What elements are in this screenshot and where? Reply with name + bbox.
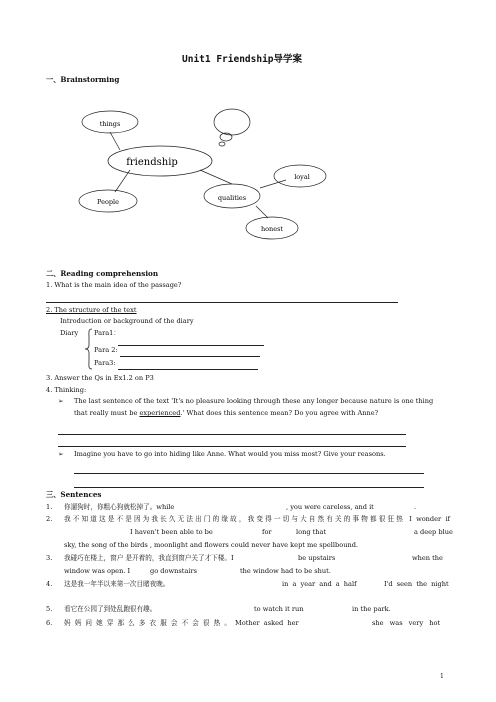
sentence-3-line2a: window was open. I	[64, 567, 131, 575]
arrow-bullet-icon: ➢	[58, 397, 64, 405]
sentence-3-line2c: the window had to be shut.	[240, 567, 331, 575]
friendship-label: friendship	[126, 157, 178, 168]
diary-label: Diary	[60, 329, 79, 337]
thinking-q1-underlined-word: experienced	[139, 409, 181, 417]
sentence-2-part4: a deep blue	[414, 528, 453, 536]
thinking-q1-post: .' What does this sentence mean? Do you agree with Anne?	[180, 409, 379, 417]
sentence-2-part3: long that	[296, 528, 327, 536]
loyal-label: loyal	[294, 173, 310, 181]
thinking-question-2: Imagine you have to go into hiding like Anne. What would you miss most? Give your reasons.	[74, 450, 386, 458]
thought-bubble-small	[219, 142, 225, 146]
sentence-3-number: 3.	[46, 554, 53, 562]
arrow-bullet-icon: ➢	[58, 450, 64, 458]
section-heading-brainstorming: 一、Brainstorming	[46, 75, 120, 84]
sentence-4-number: 4.	[46, 580, 53, 588]
question-1: 1. What is the main idea of the passage?	[46, 281, 182, 289]
answer-line-q1[interactable]	[46, 302, 398, 303]
sentence-3-line2b: go downstairs	[150, 567, 197, 575]
sentence-1-part2: , you were careless, and it	[286, 503, 374, 511]
section-heading-sentences: 三、Sentences	[46, 490, 102, 499]
qualities-label: qualities	[217, 194, 247, 202]
sentence-4-chinese: 这是我一年半以来第一次目睹夜晚。	[64, 580, 170, 588]
thinking-q1-pre: that really must be	[74, 409, 140, 417]
sentence-5-part3: in the park.	[352, 605, 391, 613]
brainstorm-mind-map	[60, 100, 330, 242]
sentence-5-number: 5.	[46, 605, 53, 613]
answer-line-para3[interactable]	[118, 369, 258, 370]
para1-label: Para1：	[94, 329, 120, 337]
sentence-1-end: .	[414, 503, 417, 511]
para2-label: Para 2:	[94, 346, 118, 354]
sentence-2-part1: I haven't been able to be	[130, 528, 213, 536]
sentence-2-number: 2.	[46, 515, 53, 523]
curly-brace-icon	[84, 328, 94, 370]
people-label: People	[97, 198, 119, 206]
page-title: Unit1 Friendship导学案	[182, 54, 303, 65]
sentence-2-line1: 我不知道这是不是因为我长久无法出门的缘故，我变得一切与大自然有关的事物都很狂热 I wonder if	[64, 515, 450, 523]
sentence-3-part3: when the	[412, 554, 443, 562]
sentence-4-part2: in a year and a half	[282, 580, 357, 588]
things-label: things	[99, 120, 121, 128]
question-2: 2. The structure of the text	[46, 306, 137, 314]
connector-qualities	[200, 170, 232, 184]
sentence-3-part2: be upstairs	[298, 554, 336, 562]
answer-line-think1-a[interactable]	[58, 434, 406, 435]
question-4: 4. Thinking:	[46, 386, 87, 394]
connector-people	[115, 170, 130, 192]
para3-label: Para3:	[94, 359, 116, 367]
sentence-4-part3: I'd seen the night	[384, 580, 449, 588]
sentence-6-part1: 妈 妈 问 她 穿 那 么 多 衣 服 会 不 会 很 热 。 Mother asked her	[64, 619, 299, 627]
question-3: 3. Answer the Qs in Ex1.2 on P3	[46, 374, 154, 382]
sentence-3-chinese: 我碰巧在楼上，窗户 是开着的，我直到窗户关了才下楼。I	[64, 554, 234, 562]
sentence-2-line3: sky, the song of the birds , moonlight and flowers could never have kept me spellbound.	[64, 541, 359, 549]
honest-label: honest	[260, 225, 284, 233]
sentence-6-part2: she was very hot	[372, 619, 441, 627]
connector-honest	[256, 206, 268, 218]
answer-line-think2-a[interactable]	[74, 473, 424, 474]
thinking-question-1-line1: The last sentence of the text 'It's no pleasure looking through these any longer because nature is one thing	[74, 397, 434, 405]
text-intro: Introduction or background of the diary	[60, 317, 194, 325]
sentence-5-chinese: 看它在公园了到处乱跑很有趣。	[64, 605, 157, 613]
page-number: 1	[440, 673, 444, 680]
answer-line-para2[interactable]	[120, 356, 260, 357]
answer-line-think2-b[interactable]	[74, 487, 424, 488]
connector-things	[110, 132, 120, 150]
sentence-2-part2: for	[262, 528, 272, 536]
thinking-question-1-line2	[74, 410, 378, 417]
thought-bubble-large	[214, 109, 250, 135]
section-heading-reading: 二、Reading comprehension	[46, 269, 159, 278]
sentence-1-number: 1.	[46, 503, 53, 511]
sentence-6-number: 6.	[46, 619, 53, 627]
sentence-5-part2: to watch it run	[254, 605, 304, 613]
sentence-1-chinese: 你遛狗时，你粗心狗就松掉了。while	[64, 503, 175, 511]
answer-line-think1-b[interactable]	[58, 446, 406, 447]
answer-line-para1[interactable]	[118, 345, 264, 346]
